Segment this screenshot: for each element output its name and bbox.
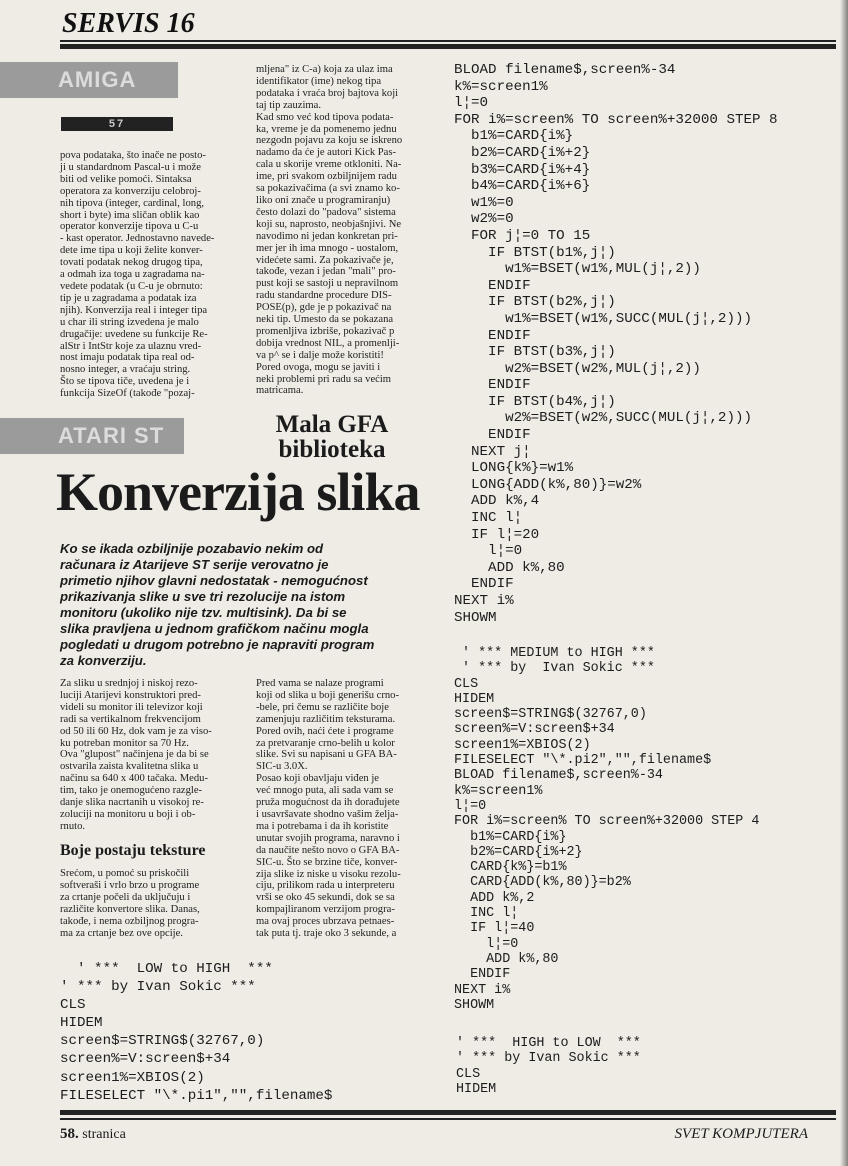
atari-column-1: Za sliku u srednjoj i niskoj rezo- luciji Atarijevi konstruktori pred- videli su monitor ili televizor koji radi sa vertikalnom frekvencijom od 50 ili 60 Hz, dok vam je za viso- ku potreban monitor sa 70 Hz. Ova "glupost" načinjena je da bi se ostvarila zaista kvalitetna slika u načinu sa 640 x 400 tačaka. Medu- tim, tako je onemogućeno razgle- danje slika nacrtanih u visokoj re- zoluciji na monitoru u boji i ob- rnuto. [60, 678, 212, 832]
section-tag-amiga: AMIGA [0, 62, 178, 98]
page-label: stranica [82, 1127, 126, 1142]
page-number-value: 58. [60, 1126, 79, 1142]
atari-column-2: Pred vama se nalaze programi koji od slika u boji generišu crno- -bele, pri čemu se različite boje zamenjuju različitim teksturama. Pored ovih, naći ćete i programe za pretvaranje crno-belih u kolor slike. Svi su napisani u GFA BA- SIC-u 3.0X. Posao koji obavljaju viđen je već mnogo puta, ali sada vam se pruža mogućnost da ih dorađujete i usavršavate shodno vašim želja- ma i potrebama i da ih koristite unutar svojih programa, naravno i da naučite nešto novo o GFA BA- SIC-u. Što se brzine tiče, konver- zija slike iz niske u visoku rezolu- ciju, prilikom rada u interpreteru vrši se oko 45 sekundi, dok se sa kompajliranom verzijom progra- ma ovaj proces ubrzava petnaes- tak puta tj. traje oko 3 sekunde, a [256, 678, 401, 940]
header-rule-thin [60, 40, 836, 42]
amiga-column-2: mljena" iz C-a) koja za ulaz ima identifikator (ime) nekog tipa podataka i vraća broj bajtova koji taj tip zauzima. Kad smo već kod tipova podata- ka, vreme je da pomenemo jednu nezgodn pojavu za koju se iskreno nadamo da će je autori Kick Pas- cala u skorije vreme otkloniti. Na- ime, pri svakom ozbiljnijem radu sa pokazivačima (a svi znamo ko- liko oni znače u programiranju) često dolazi do "padova" sistema koji su, naprosto, neobjašnjivi. Ne navodimo ni jedan konkretan pri- mer jer ih ima mnogo - uostalom, videćete sami. Za pokazivače je, takođe, vezan i jedan "mali" pro- pust koji se sastoji u nepravilnom radu standardne procedure DIS- POSE(p), gde je p pokazivač na neki tip. Umesto da se pokazana promenljiva izbriše, pokazivač p dobija vrednost NIL, a promenlji- va p^ se i dalje može koristiti! Pored ovoga, mogu se javiti i neki problemi pri radu sa većim matricama. [256, 64, 403, 397]
code-listing-high-to-low: ' *** HIGH to LOW *** ' *** by Ivan Sokic *** CLS HIDEM [456, 1036, 641, 1097]
code-listing-medium-to-high: ' *** MEDIUM to HIGH *** ' *** by Ivan Sokic *** CLS HIDEM screen$=STRING$(32767,0) screen%=V:screen$+34 screen1%=XBIOS(2) FILESELECT "\*.pi2","",filename$ BLOAD filename$,screen%-34 k%=screen1% l¦=0 FOR i%=screen% TO screen%+32000 STEP 4 b1%=CARD{i%} b2%=CARD{i%+2} CARD{k%}=b1% CARD{ADD(k%,80)}=b2% ADD k%,2 INC l¦ IF l¦=40 l¦=0 ADD k%,80 ENDIF NEXT i% SHOWM [454, 646, 760, 1013]
header-rule-thick [60, 44, 836, 49]
code-listing-low-to-high-cont: BLOAD filename$,screen%-34 k%=screen1% l¦=0 FOR i%=screen% TO screen%+32000 STEP 8 b1%=CARD{i%} b2%=CARD{i%+2} b3%=CARD{i%+4} b4%=CARD{i%+6} w1%=0 w2%=0 FOR j¦=0 TO 15 IF BTST(b1%,j¦) w1%=BSET(w1%,MUL(j¦,2)) ENDIF IF BTST(b2%,j¦) w1%=BSET(w1%,SUCC(MUL(j¦,2))) ENDIF IF BTST(b3%,j¦) w2%=BSET(w2%,MUL(j¦,2)) ENDIF IF BTST(b4%,j¦) w2%=BSET(w2%,SUCC(MUL(j¦,2))) ENDIF NEXT j¦ LONG{k%}=w1% LONG{ADD(k%,80)}=w2% ADD k%,4 INC l¦ IF l¦=20 l¦=0 ADD k%,80 ENDIF NEXT i% SHOWM [454, 62, 778, 626]
atari-column-1b: Srećom, u pomoć su priskočili softveraši i vrlo brzo u programe za crtanje počeli da uključuju i različite konvertore slika. Danas, takođe, i nema ozbiljnog progra- ma za crtanje bez ove opcije. [60, 868, 200, 939]
article-subhead: Boje postaju teksture [60, 842, 206, 859]
section-tag-atari: ATARI ST [0, 418, 184, 454]
article-lede: Ko se ikada ozbiljnije pozabavio nekim od računara iz Atarijeve ST serije verovatno je primetio njihov glavni nedostatak - nemogućnost prikazivanja slike u sve tri rezolucije na istom monitoru (ukoliko nije tzv. multisink). Da bi se slika pravljena u jednom grafičkom načinu mogla pogledati u drugom potrebno je napraviti program za konverziju. [60, 541, 375, 668]
page-number [60, 1126, 126, 1143]
code-listing-low-to-high: ' *** LOW to HIGH *** ' *** by Ivan Sokic *** CLS HIDEM screen$=STRING$(32767,0) screen%=V:screen$+34 screen1%=XBIOS(2) FILESELECT "\*.pi1","",filename$ [60, 961, 333, 1104]
page-edge-shadow [840, 0, 848, 1166]
magazine-name: SVET KOMPJUTERA [674, 1126, 808, 1142]
article-overline: Mala GFA biblioteka [275, 411, 389, 463]
amiga-column-1: pova podataka, što inače ne posto- ji u standardnom Pascal-u i može biti od velike pomoći. Sintaksa operatora za konverziju celobroj- nih tipova (integer, cardinal, long, short i byte) ima sličan oblik kao operator konverzije tipova u C-u - kast operator. Jednostavno navede- dete ime tipa u koji želite konver- tovati podatak nekog drugog tipa, a odmah iza toga u zagradama na- vedete podatak (u C-u je obrnuto: tip je u zagradama a podatak iza njih). Konverzija real i integer tipa u char ili string izvedena je malo drugačije: uvedene su funkcije Re- alStr i IntStr koje za ulaznu vred- nost imaju podatak tipa real od- nosno integer, a vraćaju string. Što se tipova tiče, uvedena je i funkcija SizeOf (takođe "pozaj- [60, 150, 215, 400]
article-headline: Konverzija slika [56, 462, 420, 522]
footer-rule-thick [60, 1110, 836, 1115]
section-badge: 57 [61, 117, 173, 131]
footer-rule-thin [60, 1118, 836, 1120]
header-title: SERVIS 16 [62, 8, 195, 39]
